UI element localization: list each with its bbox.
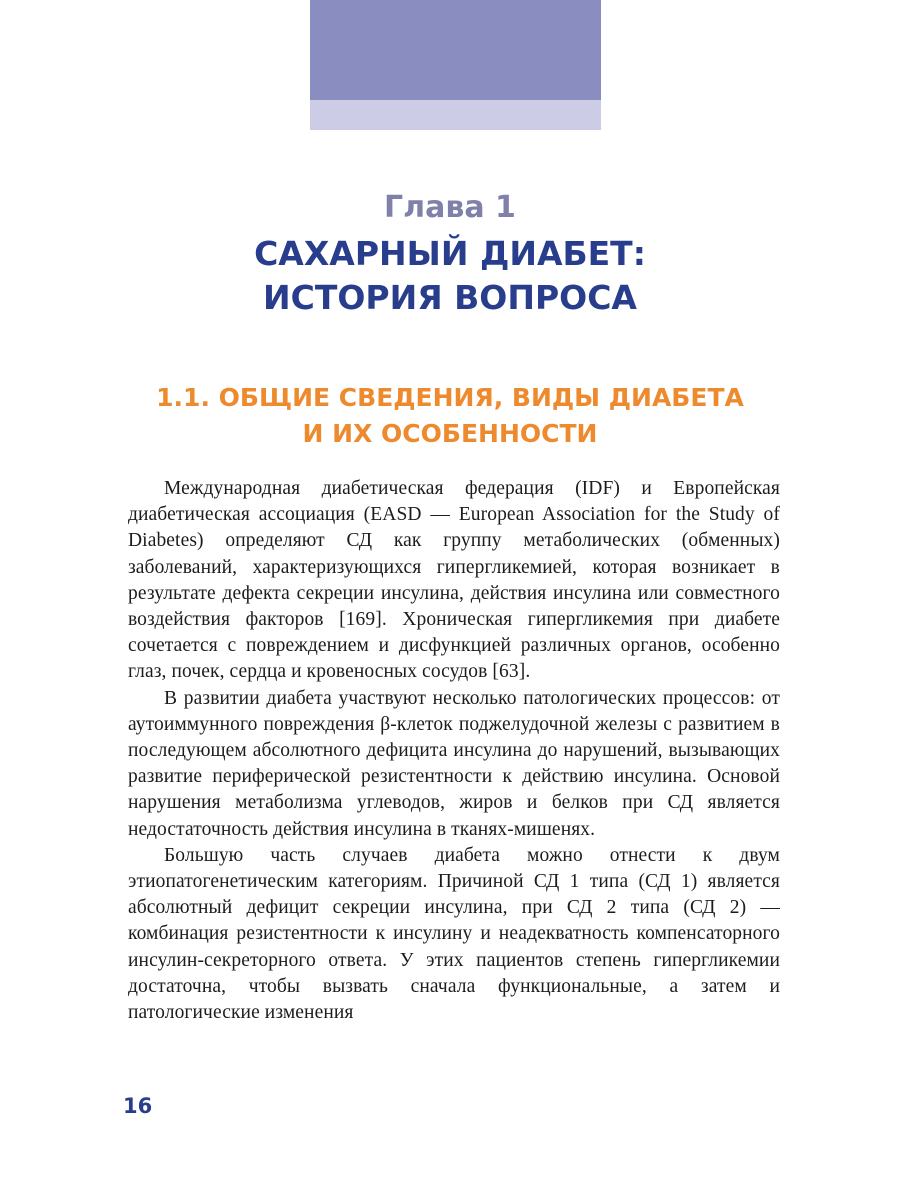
chapter-title-line-1: САХАРНЫЙ ДИАБЕТ:	[254, 234, 646, 273]
header-band-light	[310, 100, 601, 130]
body-text	[128, 476, 780, 1026]
chapter-title-line-2: ИСТОРИЯ ВОПРОСА	[263, 278, 637, 317]
chapter-title	[0, 232, 900, 320]
section-title	[0, 380, 900, 452]
section-title-line-2: И ИХ ОСОБЕННОСТИ	[302, 419, 598, 448]
chapter-label: Глава 1	[384, 190, 516, 225]
page-number: 16	[123, 1094, 153, 1118]
paragraph-3: Большую часть случаев диабета можно отнести к двум этиопатогенетическим категориям. Причиной СД 1 типа (СД 1) является абсолютный дефицит секреции инсулина, при СД 2 типа (СД 2) — комбинация резистентности к инсулину и неадекватность компенсаторного инсулин-секреторного ответа. У этих пациентов степень гипергликемии достаточна, чтобы вызвать сначала функциональные, а затем и патологические изменения	[128, 844, 780, 1024]
paragraph-1: Международная диабетическая федерация (IDF) и Европейская диабетическая ассоциация (EASD — European Association for the Study of Diabetes) определяют СД как группу метаболических (обменных) заболеваний, характеризующихся гипергликемией, которая возникает в результате дефекта секреции инсулина, действия инсулина или совместного воздействия факторов [169]. Хроническая гипергликемия при диабете сочетается с повреждением и дисфункцией различных органов, особенно глаз, почек, сердца и кровеносных сосудов [63].	[128, 478, 780, 683]
paragraph-2: В развитии диабета участвуют несколько патологических процессов: от аутоиммунного повреждения β-клеток поджелудочной железы с развитием в последующем абсолютного дефицита инсулина до нарушений, вызывающих развитие периферической резистентности к действию инсулина. Основой нарушения метаболизма углеводов, жиров и белков при СД является недостаточность действия инсулина в тканях-мишенях.	[128, 687, 780, 840]
section-title-line-1: 1.1. ОБЩИЕ СВЕДЕНИЯ, ВИДЫ ДИАБЕТА	[156, 383, 744, 412]
header-band-dark	[310, 0, 601, 100]
